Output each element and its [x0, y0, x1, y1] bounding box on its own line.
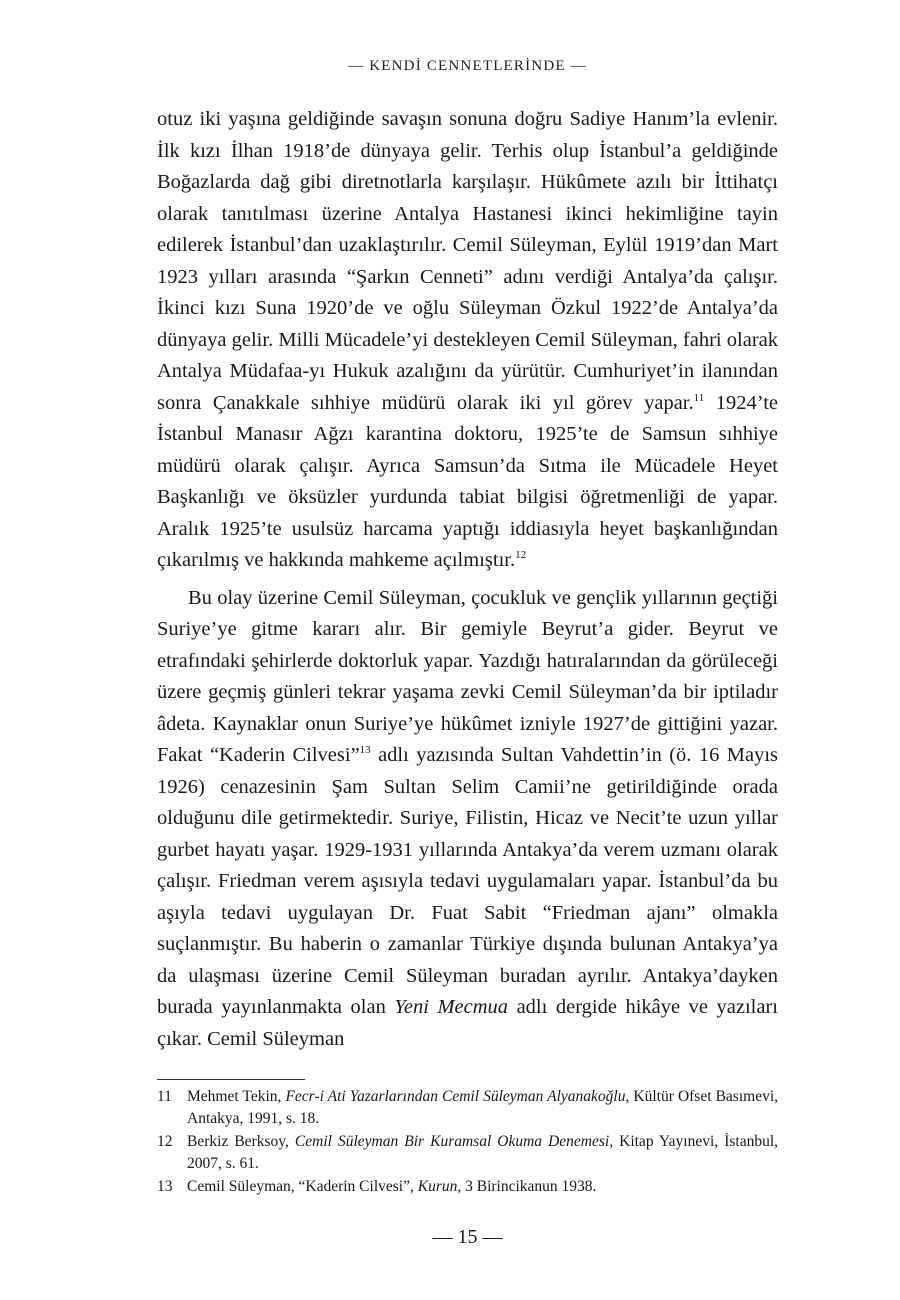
footnote-text: [187, 1086, 778, 1130]
text-run: otuz iki yaşına geldiğinde savaşın sonuna doğru Sadiye Hanım’la evlenir. İlk kızı İlhan 1918’de dünyaya gelir. Terhis olup İstanbul’a geldiğinde Boğazlarda dağ gibi diretnotlarla karşılaşır. Hükûmete azılı bir İttihatçı olarak tanıtılması üzerine Antalya Hastanesi ikinci hekimliğine tayin edilerek İstanbul’dan uzaklaştırılır. Cemil Süleyman, Eylül 1919’dan Mart 1923 yılları arasında “Şarkın Cenneti” adını verdiği Antalya’da çalışır. İkinci kızı Suna 1920’de ve oğlu Süleyman Özkul 1922’de Antalya’da dünyaya gelir. Milli Mücadele’yi destekleyen Cemil Süleyman, fahri olarak Antalya Müdafaa-yı Hukuk azalığını da yürütür. Cumhuriyet’in ilanından sonra Çanakkale sıhhiye müdürü olarak iki yıl görev yapar.: [157, 108, 778, 414]
page-number: — 15 —: [432, 1226, 503, 1248]
text-run: 1924’te İstanbul Manasır Ağzı karantina doktoru, 1925’te de Samsun sıhhiye müdürü olarak çalışır. Ayrıca Samsun’da Sıtma ile Mücadele Heyet Başkanlığı ve öksüzler yurdunda tabiat bilgisi öğretmenliği de yapar. Aralık 1925’te usulsüz harcama yaptığı iddiasıyla heyet başkanlığından çıkarılmış ve hakkında mahkeme açılmıştır.: [157, 391, 778, 571]
footnote-ref: 12: [515, 549, 527, 562]
text-run: adlı yazısında Sultan Vahdettin’in (ö. 16 Mayıs 1926) cenazesinin Şam Sultan Selim Camii’ne getirildiğinde orada olduğunu dile getirmektedir. Suriye, Filistin, Hicaz ve Necit’te uzun yıllar gurbet hayatı yaşar. 1929-1931 yıllarında Antakya’da verem uzmanı olarak çalışır. Friedman verem aşısıyla tedavi uygulamaları yapar. İstanbul’da bu aşıyla tedavi uygulayan Dr. Fuat Sabit “Friedman ajanı” olmakla suçlanmıştır. Bu haberin o zamanlar Türkiye dışında bulunan Antakya’ya da ulaşması üzerine Cemil Süleyman buradan ayrılır. Antakya’dayken burada yayınlanmakta olan: [157, 744, 778, 1018]
footnote-number: 12: [157, 1133, 173, 1150]
text-run: , Kitap Yayınevi, İstanbul, 2007, s. 61.: [187, 1133, 779, 1172]
text-run: Berkiz Berksoy,: [187, 1133, 295, 1150]
footnotes: [157, 1086, 778, 1199]
text-run: adlı dergide hikâye ve yazıları çıkar. Cemil Süleyman: [157, 996, 779, 1050]
text-run: Mehmet Tekin,: [187, 1088, 286, 1105]
text-run: Cemil Süleyman, “Kaderin Cilvesi”,: [187, 1178, 418, 1195]
text-run: Bu olay üzerine Cemil Süleyman, çocukluk ve gençlik yıllarının geçtiği Suriye’ye gitme kararı alır. Bir gemiyle Beyrut’a gider. Beyrut ve etrafındaki şehirlerde doktorluk yapar. Yazdığı hatıralarından da görüleceği üzere geçmiş günleri tekrar yaşama zevki Cemil Süleyman’da bir iptiladır âdeta. Kaynaklar onun Suriye’ye hükûmet izniyle 1927’de gittiğini yazar. Fakat “Kaderin Cilvesi”: [157, 586, 778, 766]
footnote-number: 13: [157, 1178, 173, 1195]
footnote-13: [157, 1176, 778, 1198]
footnote-divider: [157, 1079, 305, 1080]
text-run: , 3 Birincikanun 1938.: [457, 1178, 597, 1195]
footnote-ref: 11: [693, 391, 705, 404]
text-run: , Kültür Ofset Basımevi, Antakya, 1991, s. 18.: [187, 1088, 779, 1127]
footnote-11: [157, 1086, 778, 1130]
footnote-number: 11: [157, 1088, 172, 1105]
paragraph-1: [157, 104, 778, 577]
footnote-12: [157, 1131, 778, 1175]
italic-title: Yeni Mecmua: [394, 996, 509, 1018]
book-page: [157, 0, 778, 1300]
footnote-text: [187, 1131, 778, 1175]
body-text: [157, 104, 778, 1055]
footnote-ref: 13: [359, 744, 371, 757]
running-head: — KENDİ CENNETLERİNDE —: [348, 58, 587, 74]
footnote-text: [187, 1176, 778, 1198]
italic-title: Cemil Süleyman Bir Kuramsal Okuma Denemesi: [294, 1133, 610, 1150]
paragraph-2: [157, 583, 778, 1056]
italic-title: Kurun: [417, 1178, 458, 1195]
italic-title: Fecr-i Ati Yazarlarından Cemil Süleyman Alyanakoğlu: [285, 1088, 626, 1105]
